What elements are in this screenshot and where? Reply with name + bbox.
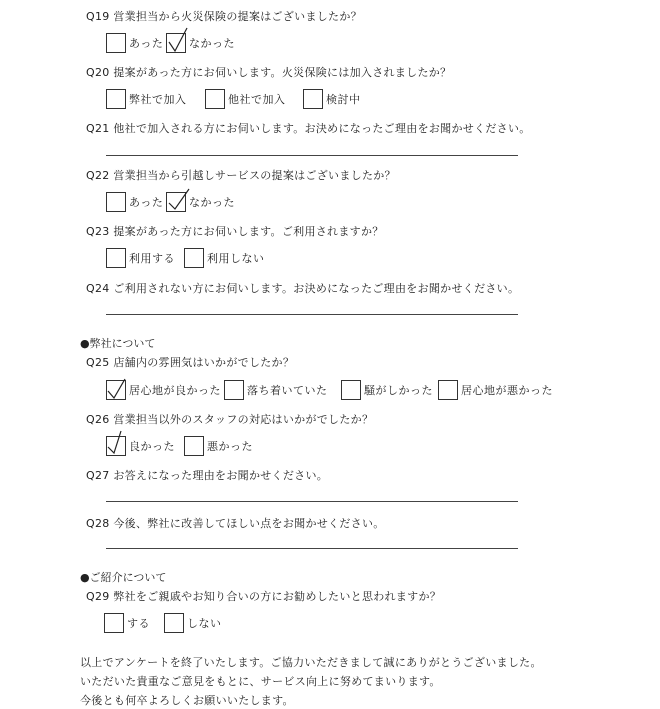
q19-text: Q19 営業担当から火災保険の提案はございましたか？ xyxy=(86,10,362,23)
checkmark-icon xyxy=(165,26,191,54)
checkbox[interactable] xyxy=(106,192,126,212)
checkbox[interactable] xyxy=(106,248,126,268)
q25-option-comfortable[interactable] xyxy=(106,379,221,401)
option-label: 騒がしかった xyxy=(364,384,433,397)
option-label: 他社で加入 xyxy=(228,93,286,106)
q22-option-yes[interactable] xyxy=(106,191,163,213)
q19-option-no[interactable] xyxy=(166,32,235,54)
q21-text: Q21 他社で加入される方にお伺いします。お決めになったご理由をお聞かせください。 xyxy=(86,122,531,135)
q27-answer-line[interactable] xyxy=(106,501,518,502)
option-label: なかった xyxy=(189,37,235,50)
option-label: 悪かった xyxy=(207,440,253,453)
q29-text: Q29 弊社をご親戚やお知り合いの方にお勧めしたいと思われますか？ xyxy=(86,590,442,603)
option-label: 利用する xyxy=(129,252,175,265)
checkmark-icon xyxy=(105,373,131,401)
q25-option-uncomfortable[interactable] xyxy=(438,379,553,401)
q20-text: Q20 提案があった方にお伺いします。火災保険には加入されましたか？ xyxy=(86,66,452,79)
option-label: 検討中 xyxy=(326,93,361,106)
checkbox-checked[interactable] xyxy=(106,380,126,400)
q28-answer-line[interactable] xyxy=(106,548,518,549)
q21-answer-line[interactable] xyxy=(106,155,518,156)
option-label: あった xyxy=(129,196,164,209)
checkbox[interactable] xyxy=(438,380,458,400)
q28-text: Q28 今後、弊社に改善してほしい点をお聞かせください。 xyxy=(86,517,385,530)
closing-line-3: 今後とも何卒よろしくお願いいたします。 xyxy=(80,694,294,707)
option-label: なかった xyxy=(189,196,235,209)
option-label: 弊社で加入 xyxy=(129,93,187,106)
checkbox[interactable] xyxy=(104,613,124,633)
q25-option-calm[interactable] xyxy=(224,379,328,401)
checkmark-icon xyxy=(105,429,131,457)
option-label: 利用しない xyxy=(207,252,265,265)
q27-text: Q27 お答えになった理由をお聞かせください。 xyxy=(86,469,329,482)
q23-option-use[interactable] xyxy=(106,247,175,269)
checkbox[interactable] xyxy=(164,613,184,633)
q23-option-not-use[interactable] xyxy=(184,247,265,269)
q19-option-yes[interactable] xyxy=(106,32,163,54)
q22-text: Q22 営業担当から引越しサービスの提案はございましたか？ xyxy=(86,169,396,182)
checkbox-checked[interactable] xyxy=(166,33,186,53)
q25-option-noisy[interactable] xyxy=(341,379,433,401)
checkbox[interactable] xyxy=(106,33,126,53)
q29-option-yes[interactable] xyxy=(104,612,150,634)
option-label: 居心地が悪かった xyxy=(461,384,553,397)
section-heading-company: ●弊社について xyxy=(80,337,156,350)
q26-text: Q26 営業担当以外のスタッフの対応はいかがでしたか？ xyxy=(86,413,374,426)
checkbox-checked[interactable] xyxy=(106,436,126,456)
section-heading-referral: ●ご紹介について xyxy=(80,571,167,584)
closing-line-1: 以上でアンケートを終了いたします。ご協力いただきまして誠にありがとうございました。 xyxy=(80,656,542,669)
q20-option-considering[interactable] xyxy=(303,88,361,110)
checkmark-icon xyxy=(165,185,191,213)
checkbox[interactable] xyxy=(184,436,204,456)
checkbox[interactable] xyxy=(184,248,204,268)
checkbox-checked[interactable] xyxy=(166,192,186,212)
option-label: 良かった xyxy=(129,440,175,453)
option-label: しない xyxy=(187,617,222,630)
q26-option-good[interactable] xyxy=(106,435,175,457)
option-label: 落ち着いていた xyxy=(247,384,328,397)
q26-option-bad[interactable] xyxy=(184,435,253,457)
option-label: 居心地が良かった xyxy=(129,384,221,397)
q29-option-no[interactable] xyxy=(164,612,222,634)
checkbox[interactable] xyxy=(106,89,126,109)
q24-answer-line[interactable] xyxy=(106,314,518,315)
q20-option-our-company[interactable] xyxy=(106,88,187,110)
checkbox[interactable] xyxy=(303,89,323,109)
q23-text: Q23 提案があった方にお伺いします。ご利用されますか？ xyxy=(86,225,384,238)
q25-text: Q25 店舗内の雰囲気はいかがでしたか？ xyxy=(86,356,295,369)
option-label: する xyxy=(127,617,150,630)
q24-text: Q24 ご利用されない方にお伺いします。お決めになったご理由をお聞かせください。 xyxy=(86,282,520,295)
option-label: あった xyxy=(129,37,164,50)
checkbox[interactable] xyxy=(224,380,244,400)
checkbox[interactable] xyxy=(205,89,225,109)
q20-option-other-company[interactable] xyxy=(205,88,286,110)
checkbox[interactable] xyxy=(341,380,361,400)
closing-line-2: いただいた貴重なご意見をもとに、サービス向上に努めてまいります。 xyxy=(80,675,441,688)
q22-option-no[interactable] xyxy=(166,191,235,213)
